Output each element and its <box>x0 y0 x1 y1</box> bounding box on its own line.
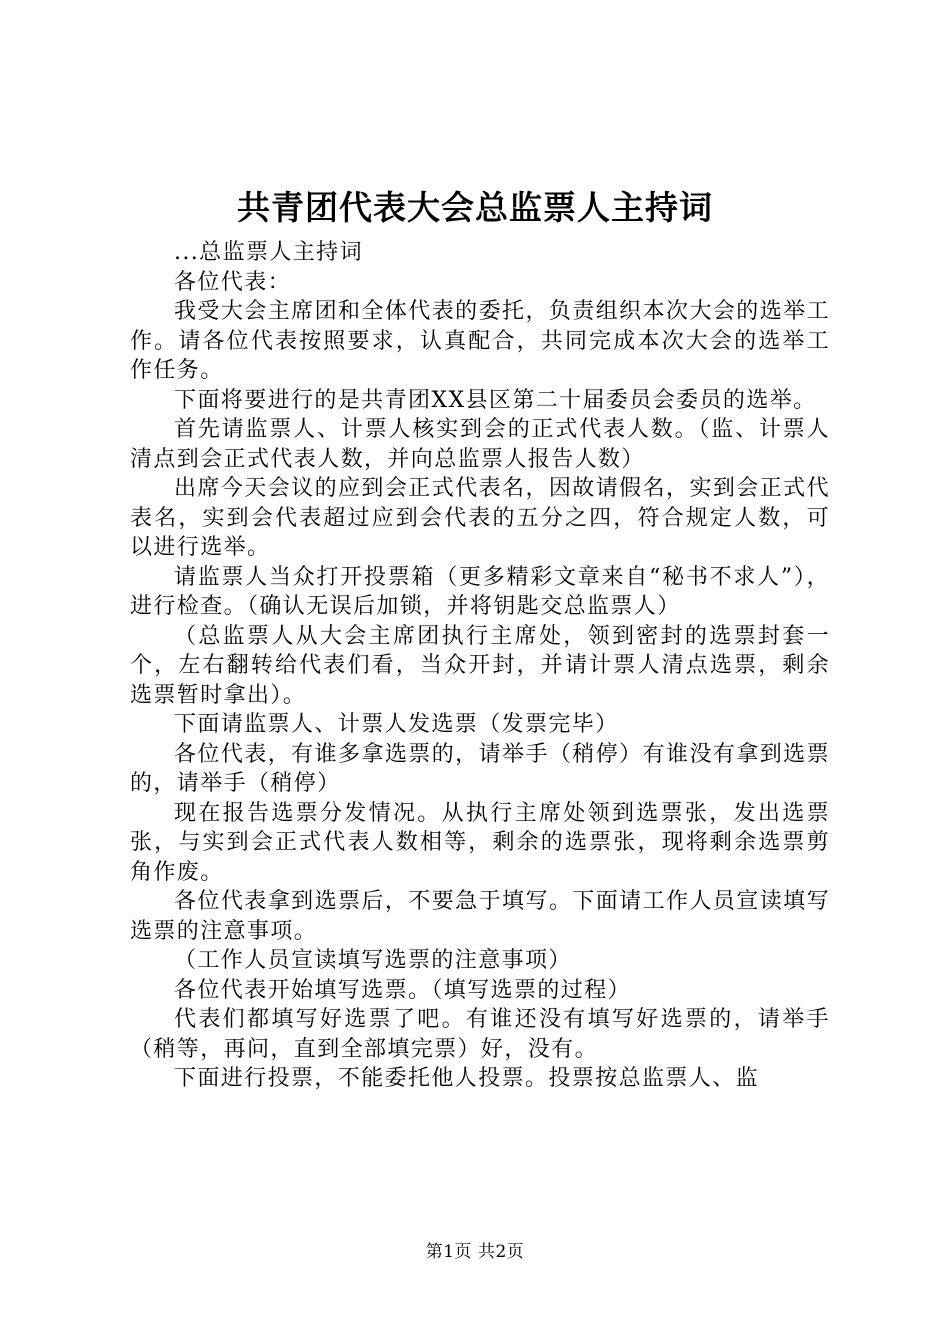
page-number-footer: 第1页 共2页 <box>425 1242 525 1262</box>
paragraph: 各位代表拿到选票后，不要急于填写。下面请工作人员宣读填写选票的注意事项。 <box>130 889 830 944</box>
paragraph: 下面请监票人、计票人发选票（发票完毕） <box>174 712 619 737</box>
paragraph: ...总监票人主持词 <box>174 240 363 265</box>
paragraph: 首先请监票人、计票人核实到会的正式代表人数。（监、计票人清点到会正式代表人数，并向总监票人报告人数） <box>130 417 830 472</box>
paragraph: 各位代表开始填写选票。（填写选票的过程） <box>174 977 632 1003</box>
paragraph: 各位代表，有谁多拿选票的，请举手（稍停）有谁没有拿到选票的，请举手（稍停） <box>130 741 830 796</box>
paragraph: 请监票人当众打开投票箱（更多精彩文章来自“秘书不求人”），进行检查。（确认无误后加锁，并将钥匙交总监票人） <box>130 564 830 619</box>
paragraph: （工作人员宣读填写选票的注意事项） <box>174 948 572 973</box>
paragraph: 各位代表： <box>174 269 292 295</box>
paragraph: 我受大会主席团和全体代表的委托，负责组织本次大会的选举工作。请各位代表按照要求，认真配合，共同完成本次大会的选举工作任务。 <box>130 299 830 383</box>
paragraph: 下面将要进行的是共青团XX县区第二十届委员会委员的选举。 <box>174 387 817 413</box>
paragraph: 代表们都填写好选票了吧。有谁还没有填写好选票的，请举手（稍等，再问，直到全部填完票）好，没有。 <box>130 1007 830 1062</box>
paragraph: 出席今天会议的应到会正式代表名，因故请假名，实到会正式代表名，实到会代表超过应到会代表的五分之四，符合规定人数，可以进行选举。 <box>130 476 830 560</box>
document-body <box>130 238 830 1094</box>
paragraph: 现在报告选票分发情况。从执行主席处领到选票张，发出选票张，与实到会正式代表人数相等，剩余的选票张，现将剩余选票剪角作废。 <box>130 800 830 885</box>
paragraph: 下面进行投票，不能委托他人投票。投票按总监票人、监 <box>174 1066 760 1091</box>
document-title: 共青团代表大会总监票人主持词 <box>237 188 713 227</box>
paragraph: （总监票人从大会主席团执行主席处，领到密封的选票封套一个，左右翻转给代表们看，当众开封，并请计票人清点选票，剩余选票暂时拿出）。 <box>130 623 830 708</box>
